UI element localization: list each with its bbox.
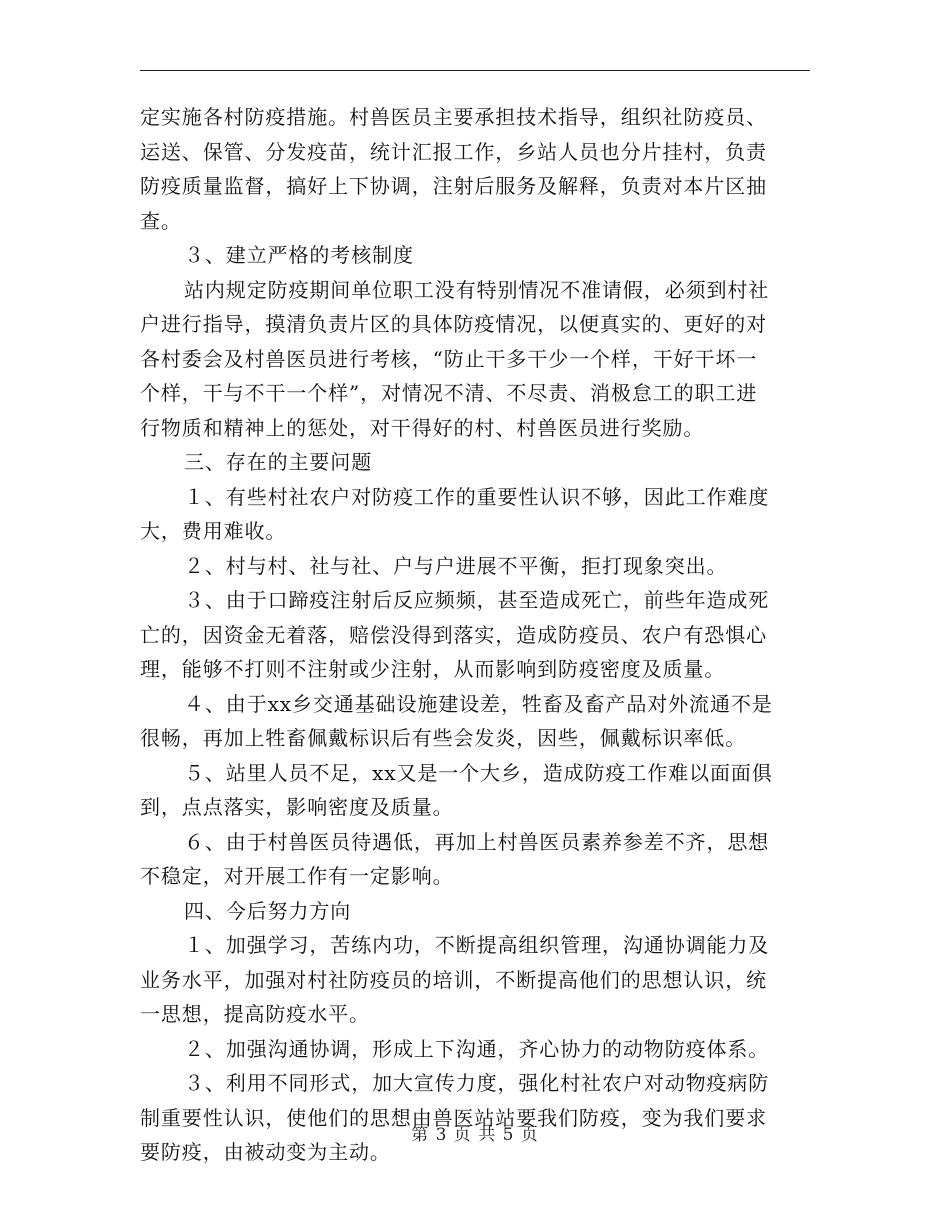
text-line: 一思想，提高防疫水平。 [140,1002,370,1026]
text-line: 四、今后努力方向 [184,898,352,923]
text-line: 业务水平，加强对村社防疫员的培训，不断提高他们的思想认识，统 [140,967,767,992]
text-line: 很畅，再加上牲畜佩戴标识后有些会发炎，因些，佩戴标识率低。 [140,726,747,750]
text-line: １、有些村社农户对防疫工作的重要性认识不够，因此工作难度 [184,484,770,509]
text-line: 查。 [140,208,182,233]
text-line: 各村委会及村兽医员进行考核，“防止干多干少一个样，干好干坏一 [140,346,758,371]
text-line: 理，能够不打则不注射或少注射，从而影响到防疫密度及质量。 [140,657,726,681]
text-line: 大，费用难收。 [140,519,287,543]
text-line: 定实施各村防疫措施。村兽医员主要承担技术指导，组织社防疫员、 [140,105,767,129]
text-line: ３、建立严格的考核制度 [184,243,414,267]
text-line: 个样，干与不干一个样”，对情况不清、不尽责、消极怠工的职工进 [140,381,758,405]
text-line: 防疫质量监督，搞好上下协调，注射后服务及解释，负责对本片区抽 [140,174,767,198]
text-line: 运送、保管、分发疫苗，统计汇报工作，乡站人员也分片挂村，负责 [140,139,767,164]
text-line: ６、由于村兽医员待遇低，再加上村兽医员素养参差不齐，思想 [184,829,770,854]
text-line: 行物质和精神上的惩处，对干得好的村、村兽医员进行奖励。 [140,415,705,440]
text-line: 站内规定防疫期间单位职工没有特别情况不准请假，必须到村社 [184,277,770,302]
text-line: 制重要性认识，使他们的思想由兽医站站要我们防疫，变为我们要求 [140,1105,767,1130]
text-line: 要防疫，由被动变为主动。 [140,1140,391,1164]
text-line: 户进行指导，摸清负责片区的具体防疫情况，以便真实的、更好的对 [140,312,767,336]
header-rule [140,70,810,71]
text-line: ４、由于xx乡交通基础设施建设差，牲畜及畜产品对外流通不是 [184,691,773,716]
text-line: ５、站里人员不足，xx又是一个大乡，造成防疫工作难以面面俱 [184,760,773,785]
text-line: １、加强学习，苦练内功，不断提高组织管理，沟通协调能力及 [184,933,770,957]
text-line: 亡的，因资金无着落，赔偿没得到落实，造成防疫员、农户有恐惧心 [140,622,767,647]
text-line: 到，点点落实，影响密度及质量。 [140,795,454,819]
text-line: 不稳定，对开展工作有一定影响。 [140,864,454,888]
text-line: ３、由于口蹄疫注射后反应频频，甚至造成死亡，前些年造成死 [184,588,770,612]
text-line: ２、加强沟通协调，形成上下沟通，齐心协力的动物防疫体系。 [184,1036,770,1061]
text-line: ３、利用不同形式，加大宣传力度，强化村社农户对动物疫病防 [184,1071,770,1095]
document-body [140,100,815,1170]
text-line: ２、村与村、社与社、户与户进展不平衡，拒打现象突出。 [184,553,728,578]
text-line: 三、存在的主要问题 [184,450,373,474]
page-footer: 第 3 页 共 5 页 [411,1125,539,1145]
